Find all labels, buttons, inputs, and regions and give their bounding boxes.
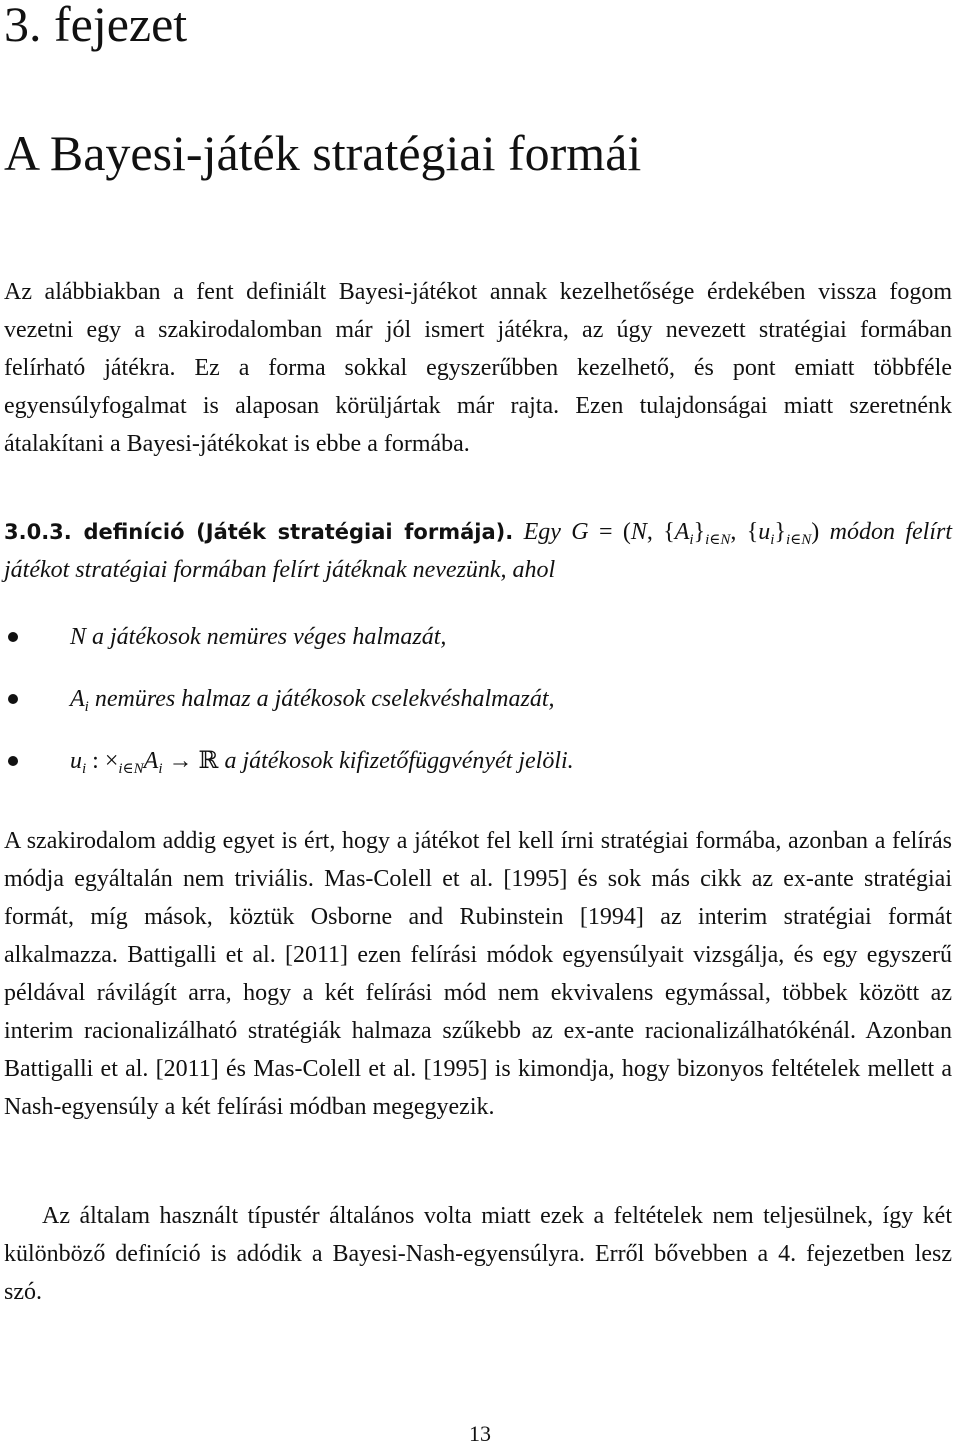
page-number: 13	[469, 1421, 491, 1446]
bullet-text-actions: nemüres halmaz a játékosok cselekvéshalmazát,	[88, 686, 555, 712]
bullet-symbol-N: N	[70, 624, 87, 650]
formula-sub-i-1: i	[689, 532, 694, 548]
chapter-title: A Bayesi-játék stratégiai formái	[4, 125, 642, 181]
definition-text-after: módon felírt játékot stratégiai formában felírt játéknak nevezünk, ahol	[4, 519, 952, 583]
formula-A: A	[674, 519, 690, 545]
bullet-symbol-u: u	[70, 748, 82, 774]
formula-u: u	[758, 519, 771, 545]
bullet-sub-i: i	[82, 761, 87, 777]
formula-sub-iN-2: i∈N	[786, 532, 812, 548]
formula-sub-i-2: i	[770, 532, 775, 548]
bullet-text-players: a játékosok nemüres véges halmazát,	[86, 624, 447, 650]
body-paragraph-1: A szakirodalom addig egyet is ért, hogy a játékot fel kell írni stratégiai formába, azonban a felírás módja egyáltalán nem triviális. Mas-Colell et al. [1995] és sok más cikk az ex-ante stratégiai formát, míg mások, köztük Osborne and Rubinstein [1994] az interim stratégiai formát alkalmazza. Battigalli et al. [2011] ezen felírási módok egyensúlyait vizsgálja, és egy egyszerű példával rávilágít arra, hogy a két felírási mód nem ekvivalens egymással, többek között az interim racionalizálható stratégiák halmaza szűkebb az ex-ante racionalizálhatókénál. Azonban Battigalli et al. [2011] és Mas-Colell et al. [1995] is kimondja, hogy bizonyos feltételek mellett a Nash-egyensúly a két felírási módban megegyezik.	[4, 828, 952, 1120]
formula-sep2: , {	[730, 519, 759, 545]
formula-sep1: , {	[646, 519, 675, 545]
formula-eq: = (	[588, 519, 631, 545]
bullet-icon	[8, 694, 18, 704]
bullet-symbol-A: A	[70, 686, 85, 712]
bullet-text-payoffs: a játékosok kifizetőfüggvényét jelöli.	[218, 748, 574, 774]
definition-block	[4, 513, 952, 589]
bullet-item-payoffs	[4, 742, 952, 780]
definition-bullet-list	[4, 618, 952, 804]
formula-N: N	[630, 519, 647, 545]
formula-close-brace-2: }	[774, 519, 786, 545]
formula-sub-iN-1: i∈N	[705, 532, 731, 548]
bullet-item-players	[4, 618, 952, 656]
bullet-item-actions	[4, 680, 952, 718]
bullet-arrow-reals: → ℝ	[162, 748, 219, 774]
bullet-icon	[8, 632, 18, 642]
definition-text-before: Egy	[523, 519, 561, 545]
bullet-icon	[8, 756, 18, 766]
bullet-sub-iN: i∈N	[118, 761, 144, 777]
intro-paragraph: Az alábbiakban a fent definiált Bayesi-játékot annak kezelhetősége érdekében vissza fogom vezetni egy a szakirodalomban már jól ismert játékra, az úgy nevezett stratégiai formában felírható játékra. Ez a forma sokkal egyszerűbben kezelhető, és pont emiatt többféle egyensúlyfogalmat is alaposan körüljártak már rajta. Ezen tulajdonságai miatt szeretnénk átalakítani a Bayesi-játékokat is ebbe a formába.	[4, 279, 952, 457]
bullet-colon-times: : ×	[86, 748, 119, 774]
body-paragraph-2: Az általam használt típustér általános volta miatt ezek a feltételek nem teljesülnek, így két különböző definíció is adódik a Bayesi-Nash-egyensúlyra. Erről bővebben a 4. fejezetben lesz szó.	[4, 1203, 952, 1305]
bullet-sub-i: i	[158, 761, 163, 777]
chapter-number: 3. fejezet	[4, 0, 188, 52]
formula-close-brace-1: }	[693, 519, 706, 545]
definition-label: 3.0.3. definíció (Játék stratégiai formája).	[4, 520, 514, 544]
bullet-sub-i: i	[84, 699, 89, 715]
formula-close-paren: )	[811, 519, 820, 545]
formula-G: G	[571, 519, 589, 545]
bullet-symbol-A2: A	[143, 748, 159, 774]
